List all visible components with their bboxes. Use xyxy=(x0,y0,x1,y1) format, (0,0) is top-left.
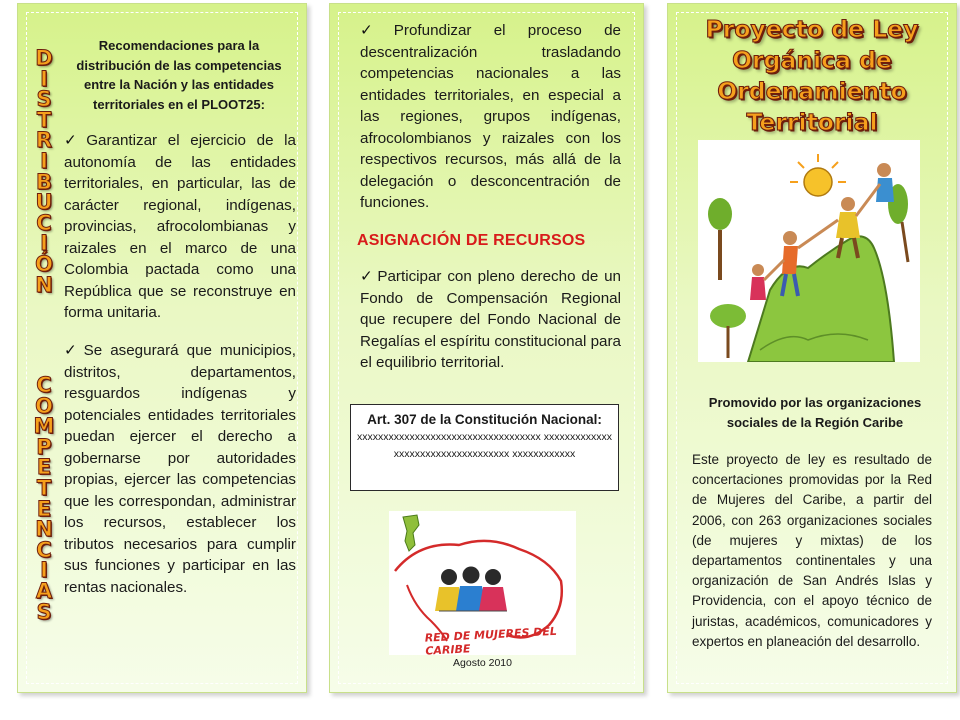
vertical-letter: I xyxy=(40,558,48,583)
bullet-decentralization xyxy=(360,20,621,214)
checkmark-icon: ✓ xyxy=(64,342,81,359)
climbers-illustration xyxy=(698,140,920,362)
vertical-letter: I xyxy=(40,148,48,173)
vertical-word-distribucion xyxy=(30,48,58,295)
vertical-letter: A xyxy=(35,578,53,603)
bullet-autonomy xyxy=(64,130,296,324)
vertical-letter: Ó xyxy=(35,251,53,276)
bullet-compensation-fund-text: Participar con pleno derecho de un Fondo de Compensación Regional que recupere del Fondo Nacional de Regalías el espíritu constitucional para el equilibrio territorial. xyxy=(360,268,621,371)
bullet-self-government-text: Se asegurará que municipios, distritos, departamentos, resguardos indígenas y potenciales entidades territoriales puedan ejercer el derecho a gobernarse por autoridades propias, ejercer las competencias que les correspondan, administrar los recursos, establecer los tributos necesarios para cumplir sus funciones y participar en las rentas nacionales. xyxy=(64,342,296,596)
vertical-letter: C xyxy=(36,210,52,235)
red-mujeres-logo xyxy=(389,511,576,658)
vertical-letter: T xyxy=(36,107,52,132)
logo-text: RED DE MUJERES DEL CARIBE xyxy=(424,624,558,658)
vertical-letter: R xyxy=(35,128,53,153)
vertical-letter: P xyxy=(36,434,52,459)
vertical-letter: I xyxy=(40,66,48,91)
vertical-letter: S xyxy=(36,87,52,112)
resources-heading: ASIGNACIÓN DE RECURSOS xyxy=(357,232,586,249)
checkmark-icon: ✓ xyxy=(64,132,84,149)
project-title: Proyecto de Ley Orgánica de Ordenamiento Territorial xyxy=(705,15,919,136)
article-box xyxy=(350,404,619,491)
vertical-letter: N xyxy=(35,517,53,542)
vertical-word-competencias xyxy=(30,375,58,622)
vertical-letter: S xyxy=(36,599,52,624)
vertical-letter: C xyxy=(36,373,52,397)
bullet-self-government xyxy=(64,340,296,598)
vertical-letter: I xyxy=(40,231,48,256)
article-body: xxxxxxxxxxxxxxxxxxxxxxxxxxxxxxxxxxx xxxxxxxxxxxxxxxxxxxxxxxxxxxxxxxxxxx xxxxxxxxxxxx xyxy=(357,431,612,460)
checkmark-icon: ✓ xyxy=(360,22,391,39)
vertical-letter: T xyxy=(36,475,52,500)
vertical-letter: D xyxy=(35,46,53,70)
vertical-letter: C xyxy=(36,537,52,562)
bullet-compensation-fund xyxy=(360,266,621,374)
bullet-autonomy-text: Garantizar el ejercicio de la autonomía de las entidades territoriales, en particular, las de carácter regional, indígenas, provincias, afrocolombianas y raizales en el marco de una Colombia pactada como una República que se reconstruye en forma unitaria. xyxy=(64,132,296,321)
promo-heading: Promovido por las organizaciones sociales de la Región Caribe xyxy=(708,395,922,430)
vertical-letter: E xyxy=(36,496,52,521)
vertical-letter: B xyxy=(35,169,52,194)
checkmark-icon: ✓ xyxy=(360,268,375,285)
vertical-letter: N xyxy=(35,272,53,297)
date-caption: Agosto 2010 xyxy=(453,657,512,669)
article-title: Art. 307 de la Constitución Nacional: xyxy=(367,412,602,427)
vertical-letter: O xyxy=(35,393,53,418)
vertical-letter: M xyxy=(33,414,55,439)
promo-body: Este proyecto de ley es resultado de concertaciones promovidas por la Red de Mujeres del Caribe, a partir del 2006, con 263 organizaciones sociales (de mujeres y mixtas) de los departamentos continentales y una organización de San Andrés Islas y Providencia, con el apoyo técnico de juristas, académicos, comunicadores y expertos en planeación del desarrollo. xyxy=(692,452,932,649)
vertical-letter: U xyxy=(35,190,53,215)
vertical-letter: E xyxy=(36,455,52,480)
recommendations-heading: Recomendaciones para la distribución de las competencias entre la Nación y las entidades territoriales en el PLOOT25: xyxy=(76,38,282,112)
bullet-decentralization-text: Profundizar el proceso de descentralización trasladando competencias nacionales a las entidades territoriales, en especial a las regiones, grupos indígenas, afrocolombianos y raizales con los respectivos recursos, más allá de la delegación o desconcentración de funciones. xyxy=(360,22,621,211)
mountain-climbers-graphic xyxy=(698,140,920,362)
